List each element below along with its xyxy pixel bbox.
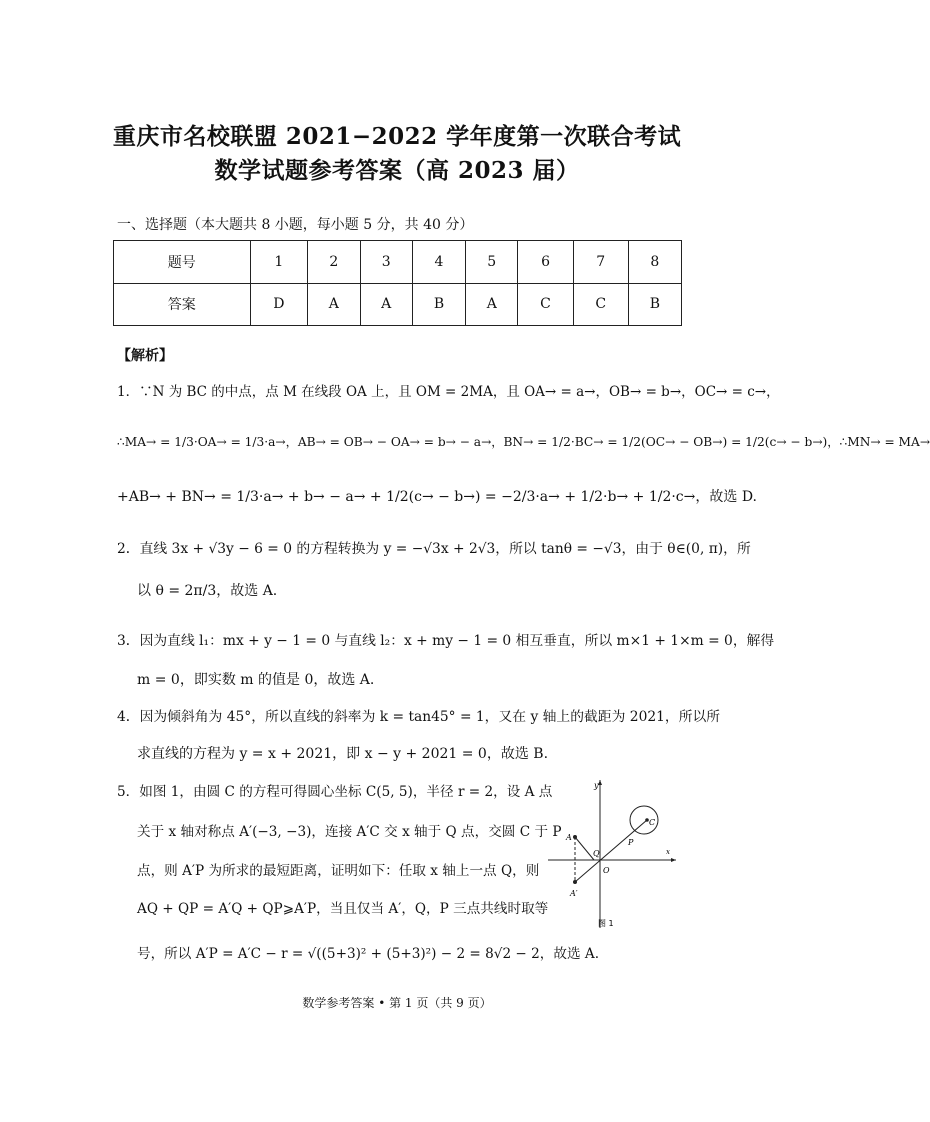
label-y: y (594, 781, 599, 790)
q4-line-2: 求直线的方程为 y = x + 2021，即 x − y + 2021 = 0，故选 B. (137, 746, 549, 762)
q1-line-1: 1．∵N 为 BC 的中点，点 M 在线段 OA 上，且 OM = 2MA，且 OA→ = a→，OB→ = b→，OC→ = c→， (117, 384, 780, 400)
table-row-answers (114, 283, 682, 326)
q3-line-2: m = 0，即实数 m 的值是 0，故选 A. (137, 672, 375, 688)
table-cell: 5 (466, 241, 518, 284)
table-cell: 8 (628, 241, 681, 284)
table-cell: C (518, 283, 573, 326)
y-axis-arrow-icon (598, 780, 602, 785)
q5-line-1: 5．如图 1，由圆 C 的方程可得圆心坐标 C(5, 5)，半径 r = 2，设 A 点 (117, 784, 553, 800)
page-footer: 数学参考答案 • 第 1 页（共 9 页） (302, 996, 492, 1010)
answer-table (113, 240, 682, 326)
table-cell: A (360, 283, 412, 326)
q2-line-1: 2．直线 3x + √3y − 6 = 0 的方程转换为 y = −√3x + 2√3，所以 tanθ = −√3，由于 θ∈(0, π)，所 (117, 541, 751, 557)
line-aq (575, 837, 594, 860)
q5-line-3: 点，则 A′P 为所求的最短距离，证明如下：任取 x 轴上一点 Q，则 (137, 863, 540, 879)
q1-line-3: +AB→ + BN→ = 1/3·a→ + b→ − a→ + 1/2(c→ − b→) = −2/3·a→ + 1/2·b→ + 1/2·c→，故选 D. (117, 489, 757, 505)
row-label-answer: 答案 (114, 283, 251, 326)
q5-line-5: 号，所以 A′P = A′C − r = √((5+3)² + (5+3)²) − 2 = 8√2 − 2，故选 A. (137, 946, 600, 962)
label-a: A (566, 833, 572, 842)
table-cell: 1 (250, 241, 308, 284)
q5-line-4: AQ + QP = A′Q + QP⩾A′P，当且仅当 A′，Q，P 三点共线时取等 (137, 901, 549, 917)
table-cell: 7 (573, 241, 628, 284)
table-cell: B (628, 283, 681, 326)
title-line-2: 数学试题参考答案（高 2023 届） (214, 157, 580, 184)
q5-line-2: 关于 x 轴对称点 A′(−3, −3)，连接 A′C 交 x 轴于 Q 点，交圆 C 于 P (137, 824, 562, 840)
table-row-numbers (114, 241, 682, 284)
figure-caption: 图 1 (598, 919, 614, 928)
section-heading: 一、选择题（本大题共 8 小题，每小题 5 分，共 40 分） (117, 217, 474, 233)
analysis-heading: 【解析】 (117, 348, 173, 364)
label-x: x (666, 848, 670, 856)
table-cell: D (250, 283, 308, 326)
x-axis-arrow-icon (671, 858, 676, 862)
label-a-prime: A′ (570, 889, 578, 898)
q4-line-1: 4．因为倾斜角为 45°，所以直线的斜率为 k = tan45° = 1，又在 y 轴上的截距为 2021，所以所 (117, 709, 721, 725)
title-line-1: 重庆市名校联盟 2021−2022 学年度第一次联合考试 (112, 123, 682, 150)
table-cell: C (573, 283, 628, 326)
label-o: O (603, 866, 610, 875)
table-cell: 6 (518, 241, 573, 284)
table-cell: 2 (308, 241, 360, 284)
label-q: Q (593, 849, 600, 858)
label-c: C (649, 818, 656, 827)
label-p: P (628, 838, 634, 847)
table-cell: A (466, 283, 518, 326)
table-cell: A (308, 283, 360, 326)
figure-1-diagram (548, 778, 678, 930)
table-cell: 3 (360, 241, 412, 284)
q3-line-1: 3．因为直线 l₁：mx + y − 1 = 0 与直线 l₂：x + my − 1 = 0 相互垂直，所以 m×1 + 1×m = 0，解得 (117, 633, 775, 649)
table-cell: 4 (412, 241, 465, 284)
row-label-number: 题号 (114, 241, 251, 284)
figure-1 (548, 778, 678, 930)
q1-line-2: ∴MA→ = 1/3·OA→ = 1/3·a→，AB→ = OB→ − OA→ = b→ − a→，BN→ = 1/2·BC→ = 1/2(OC→ − OB→) = 1/2(c→ − b→)，∴MN→ = MA→ (117, 435, 930, 449)
line-a-prime-c (575, 820, 647, 882)
q2-line-2: 以 θ = 2π/3，故选 A. (137, 583, 278, 599)
table-cell: B (412, 283, 465, 326)
